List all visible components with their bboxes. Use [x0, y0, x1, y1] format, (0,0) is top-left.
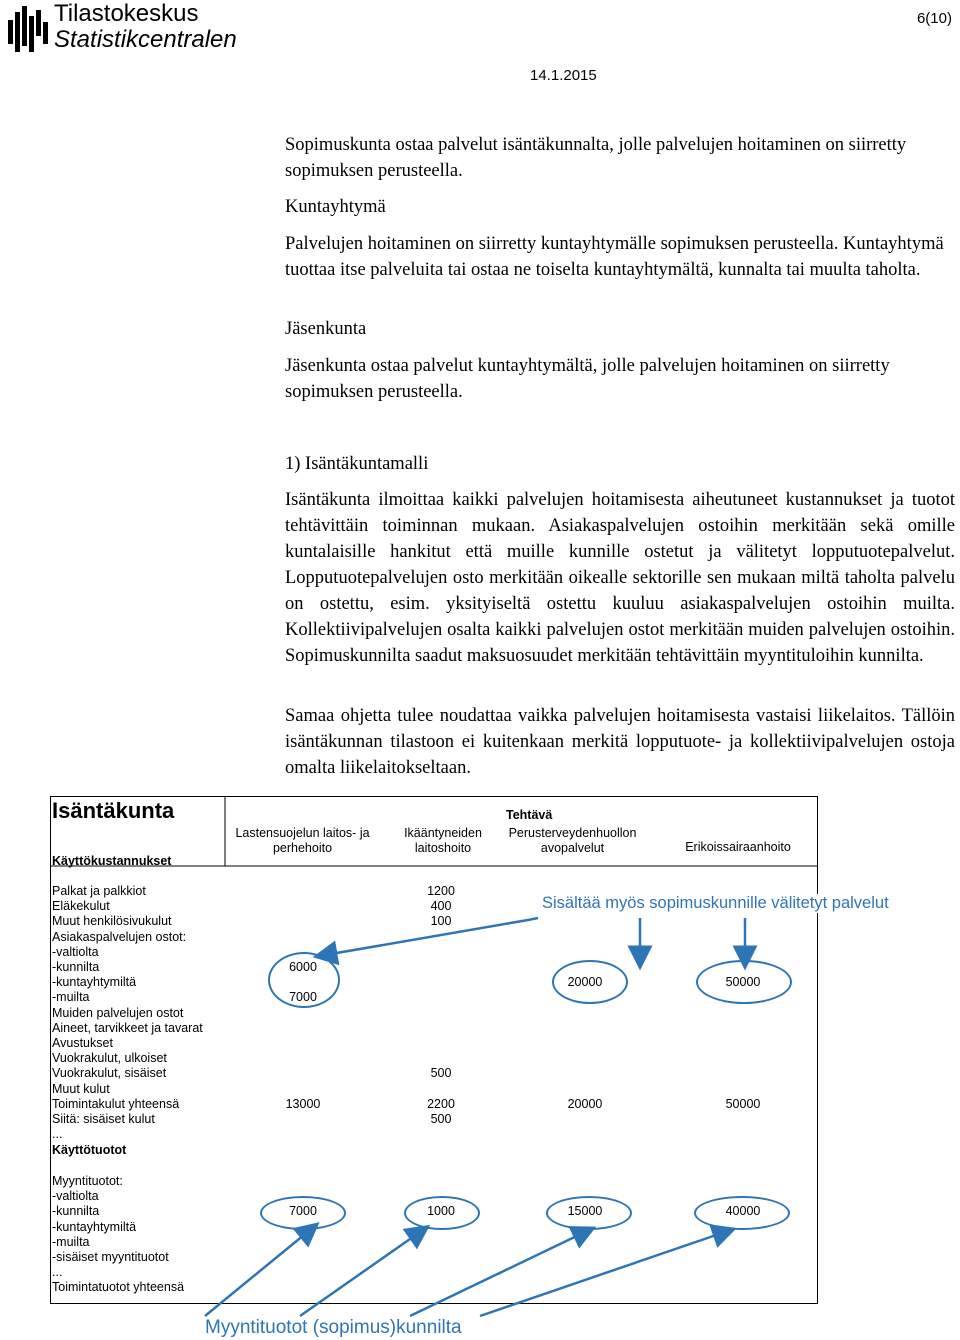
costs-header: Käyttökustannukset — [52, 854, 172, 868]
cost-row-label: Muut kulut — [52, 1081, 110, 1096]
callout-sales-to-municipalities: Myyntituotot (sopimus)kunnilta — [205, 1317, 462, 1338]
column-header-child-welfare: Lastensuojelun laitos- ja perhehoito — [235, 826, 370, 855]
cost-row-value: 6000 — [289, 960, 317, 974]
cost-row-value: 13000 — [285, 1096, 321, 1111]
cost-row-label: -valtiolta — [52, 944, 99, 959]
cost-row-value: 20000 — [567, 1096, 603, 1111]
cost-row-value: 400 — [430, 899, 452, 914]
tasks-header: Tehtävä — [506, 808, 553, 822]
cost-row-label: Palkat ja palkkiot — [52, 884, 146, 898]
cost-row-value: 7000 — [289, 990, 317, 1005]
heading-kuntayhtyma: Kuntayhtymä — [285, 197, 386, 217]
income-row-value: 40000 — [725, 1204, 761, 1219]
heading-jasenkunta: Jäsenkunta — [285, 319, 367, 339]
column-header-specialist-care: Erikoissairaanhoito — [685, 840, 791, 854]
cost-row-value: 20000 — [567, 975, 603, 990]
income-row-label: -valtiolta — [52, 1189, 99, 1204]
income-row-value: 1000 — [427, 1204, 455, 1219]
income-row-label: Myyntituotot: — [52, 1174, 123, 1188]
cost-row-label: ... — [52, 1127, 63, 1142]
cost-row-value: 2200 — [427, 1096, 455, 1111]
paragraph-jasenkunta: Jäsenkunta ostaa palvelut kuntayhtymältä, jolle palvelujen hoitaminen on siirretty sopimuksen perusteella. — [285, 356, 890, 402]
paragraph-kuntayhtyma: Palvelujen hoitaminen on siirretty kuntayhtymälle sopimuksen perusteella. Kuntayhtymä tuottaa itse palveluita tai ostaa ne toiselta kuntayhtymältä, kunnalta tai muulta taholta. — [285, 234, 944, 280]
cost-row-label: -muilta — [52, 990, 90, 1005]
logo-line-1: Tilastokeskus — [54, 0, 199, 27]
income-row-label: Toimintatuotot yhteensä — [52, 1280, 185, 1295]
paragraph-sopimuskunta: Sopimuskunta ostaa palvelut isäntäkunnalta, jolle palvelujen hoitaminen on siirretty sopimuksen perusteella. — [285, 135, 907, 181]
income-row-value: 15000 — [567, 1204, 603, 1219]
column-header-elderly-care: Ikääntyneiden laitoshoito — [404, 826, 482, 855]
income-row-value: 7000 — [289, 1204, 317, 1219]
cost-row-label: Toimintakulut yhteensä — [52, 1096, 180, 1111]
callout-intermediated-services: Sisältää myös sopimuskunnille välitetyt palvelut — [542, 894, 889, 912]
cost-row-value: 50000 — [725, 975, 761, 990]
cost-row-value: 500 — [430, 1066, 452, 1081]
income-row-label: -muilta — [52, 1234, 90, 1249]
cost-row-label: Muiden palvelujen ostot — [52, 1005, 184, 1020]
document-date: 14.1.2015 — [530, 67, 597, 84]
cost-row-value: 100 — [430, 914, 452, 929]
cost-row-label: Vuokrakulut, ulkoiset — [52, 1051, 167, 1066]
income-row-label: -kunnilta — [52, 1204, 100, 1219]
income-row-label: ... — [52, 1265, 63, 1280]
cost-row-value: 500 — [430, 1112, 452, 1126]
column-header-primary-health: Perusterveydenhuollon avopalvelut — [508, 826, 637, 855]
income-header: Käyttötuotot — [52, 1143, 127, 1157]
page-number: 6(10) — [916, 10, 952, 27]
paragraph-liikelaitos: Samaa ohjetta tulee noudattaa vaikka palvelujen hoitamisesta vastaisi liikelaitos. Tällöin isäntäkunnan tilastoon ei kuitenkaan merkitä lopputuote- ja kollektiivipalvelujen ostoja omalta liikelaitokseltaan. — [285, 706, 955, 778]
cost-row-label: Vuokrakulut, sisäiset — [52, 1066, 167, 1081]
logo-line-2: Statistikcentralen — [54, 26, 237, 53]
cost-row-value: 50000 — [725, 1096, 761, 1111]
cost-row-label: -kunnilta — [52, 960, 100, 974]
cost-row-label: Muut henkilösivukulut — [52, 914, 172, 929]
heading-isantakuntamalli: 1) Isäntäkuntamalli — [285, 454, 429, 474]
paragraph-isantakuntamalli: Isäntäkunta ilmoittaa kaikki palvelujen hoitamisesta aiheutuneet kustannukset ja tuotot tehtävittäin toiminnan mukaan. Asiakaspalvelujen ostoihin merkitään sekä omille kuntalaisille hankitut että muille kunnille ostetut ja välitetyt lopputuotepalvelut. Lopputuotepalvelujen osto merkitään oikealle sektorille sen mukaan miltä taholta palvelu on ostettu, esim. yksityiseltä ostettu kuuluu asiakaspalvelujen ostoihin muilta. Kollektiivipalvelujen osalta kaikki palvelujen ostot merkitään muiden palvelujen ostoihin. Sopimuskunnilta saadut maksuosuudet merkitään tehtävittäin myyntituloihin kunnilta. — [285, 490, 955, 666]
cost-row-label: Avustukset — [52, 1036, 113, 1050]
cost-row-label: Eläkekulut — [52, 899, 110, 914]
cost-row-label: Asiakaspalvelujen ostot: — [52, 929, 187, 944]
cost-row-value: 1200 — [427, 884, 455, 898]
income-row-label: -kuntayhtymiltä — [52, 1219, 137, 1234]
cost-row-label: Siitä: sisäiset kulut — [52, 1112, 155, 1126]
income-row-label: -sisäiset myyntituotot — [52, 1250, 169, 1264]
cost-row-label: -kuntayhtymiltä — [52, 975, 137, 990]
sheet-title: Isäntäkunta — [52, 798, 175, 823]
cost-row-label: Aineet, tarvikkeet ja tavarat — [52, 1020, 203, 1035]
